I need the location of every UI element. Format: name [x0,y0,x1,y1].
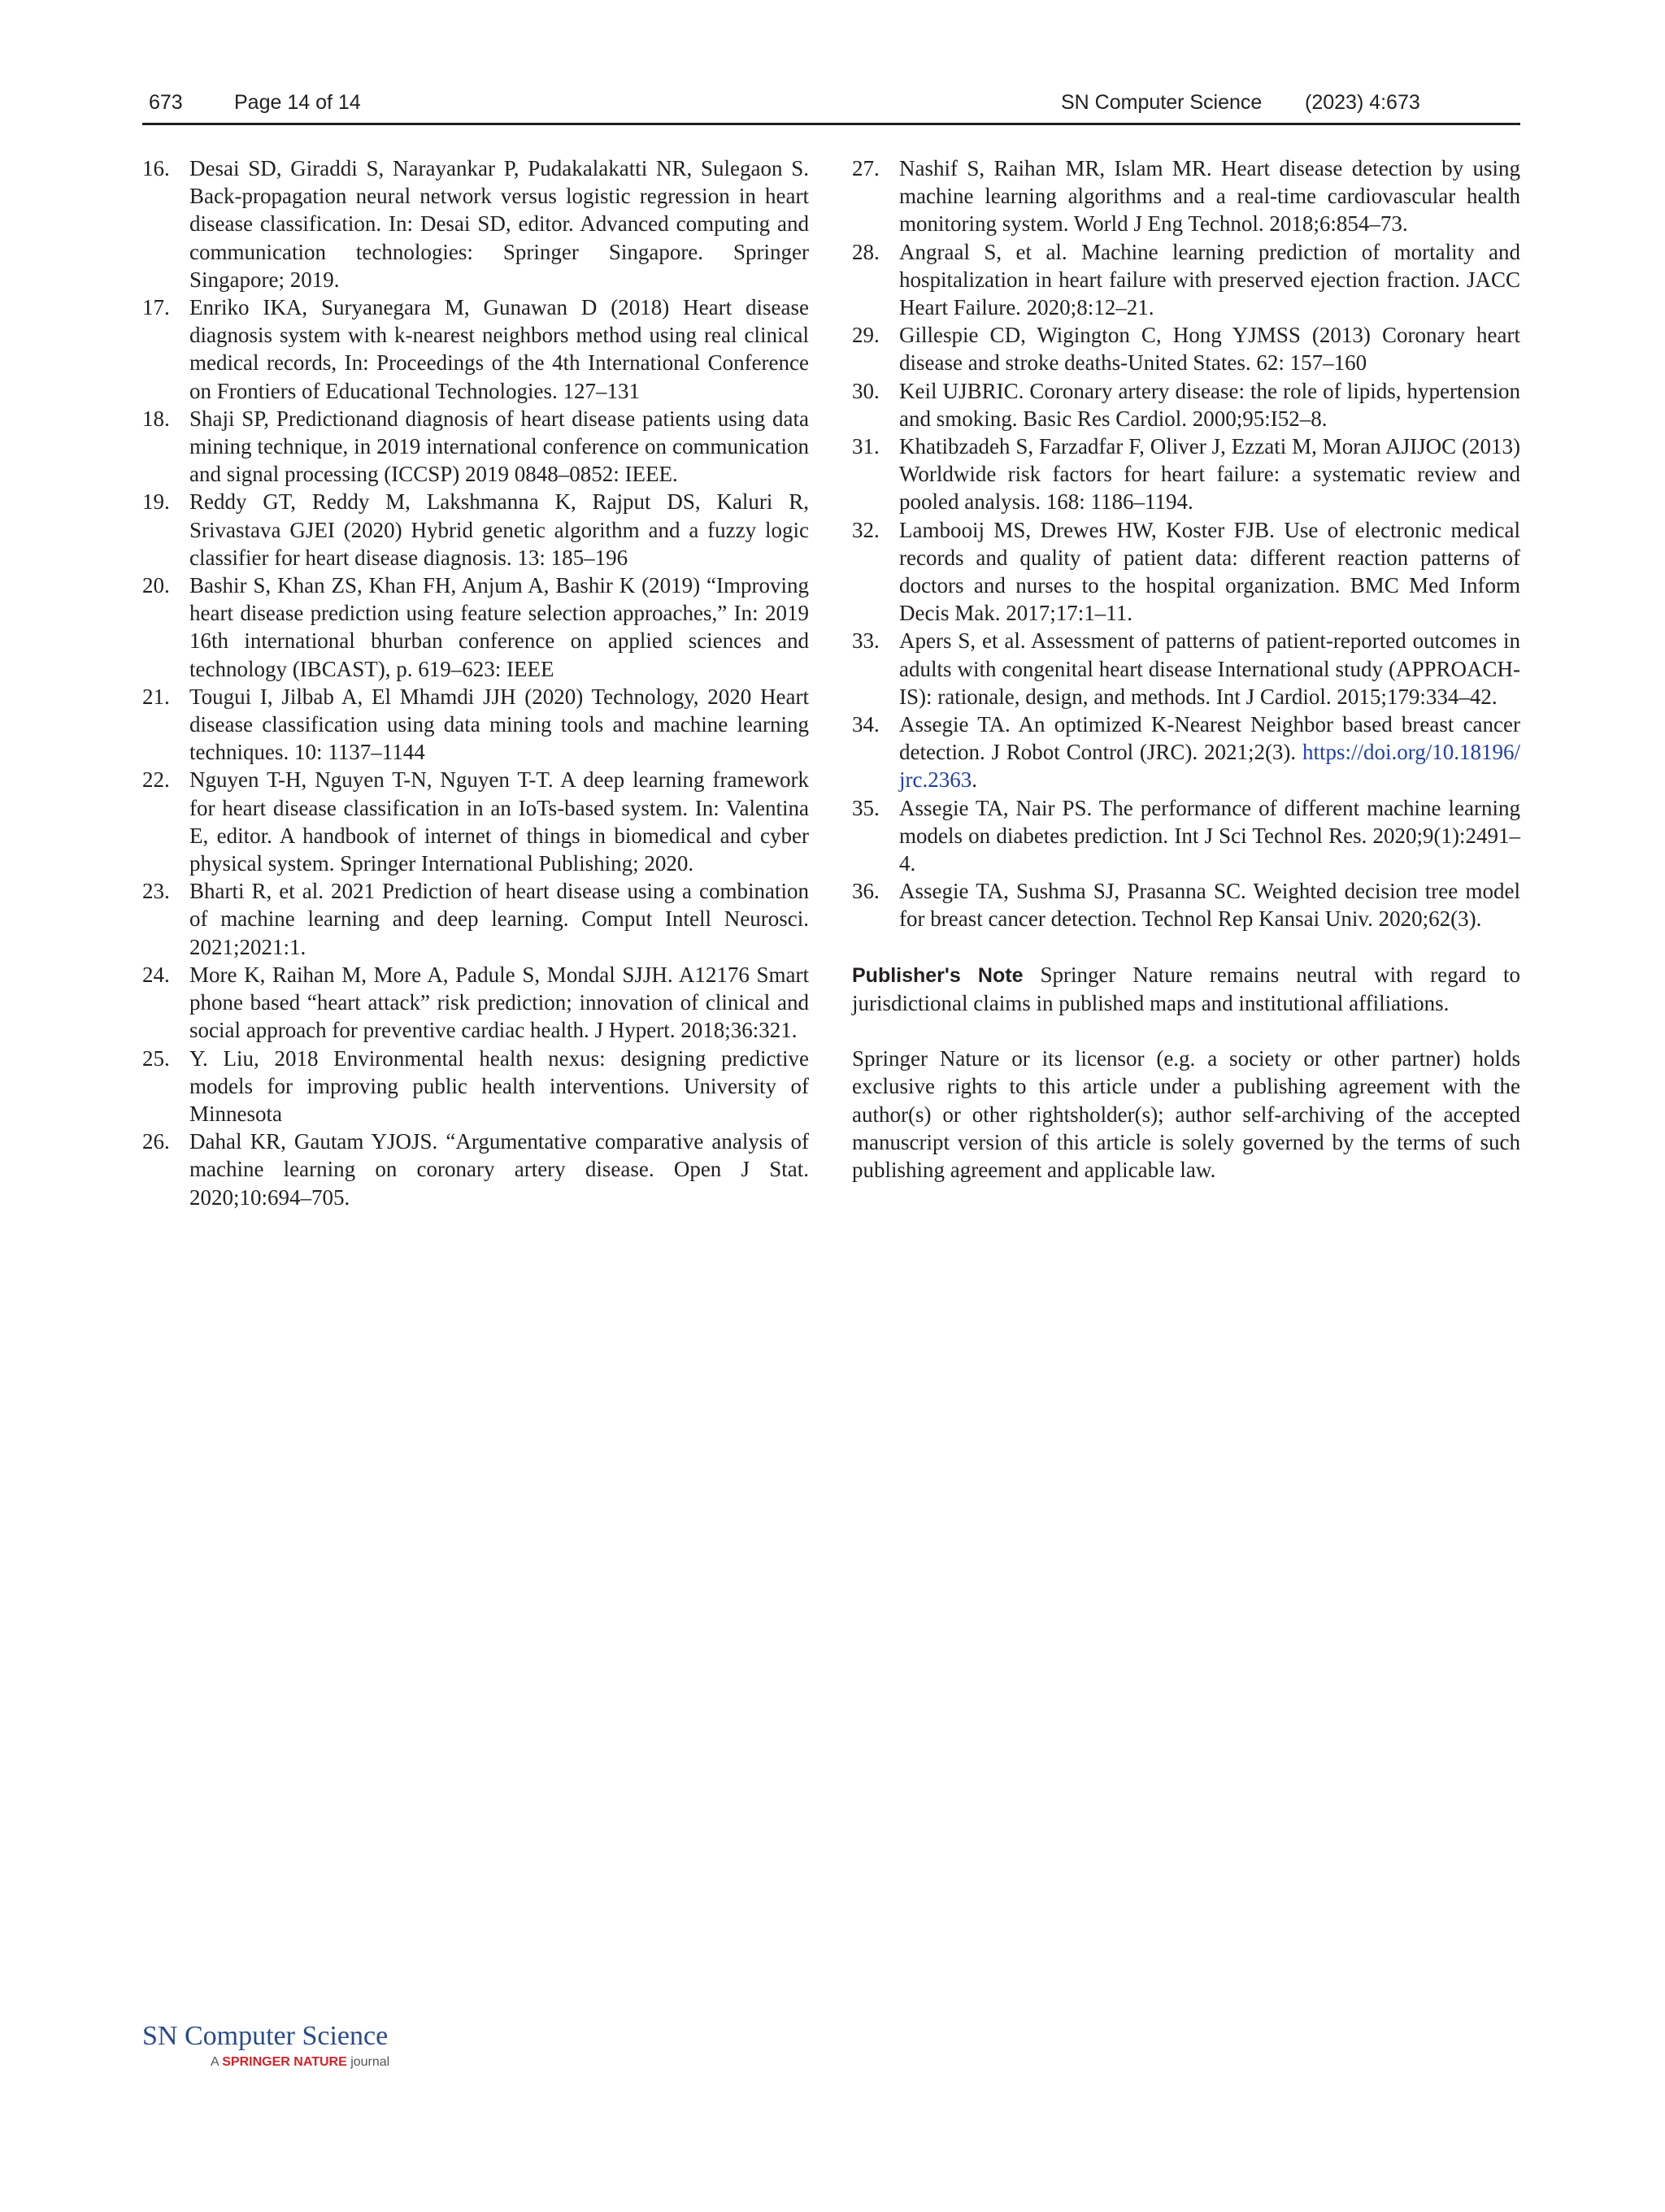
reference-number: 34. [852,712,880,737]
reference-number: 23. [142,879,170,904]
reference-item [142,1045,809,1128]
reference-item [852,711,1520,794]
reference-number: 33. [852,628,880,654]
reference-number: 26. [142,1129,170,1154]
references-right-list [852,154,1520,933]
reference-text: Apers S, et al. Assessment of patterns of patient-reported outcomes in adults with congenital heart disease International study (APPROACH-IS): rationale, design, and methods. Int J Cardiol. 2015;179:334–42. [899,628,1520,709]
article-number: 673 [149,91,183,114]
reference-number: 18. [142,406,170,431]
reference-number: 16. [142,156,170,180]
reference-doi-link[interactable]: https://doi.org/10.18196/jrc.2363 [899,740,1520,793]
reference-text: Reddy GT, Reddy M, Lakshmanna K, Rajput DS, Kaluri R, Srivastava GJEI (2020) Hybrid genetic algorithm and a fuzzy logic classifier for heart disease diagnosis. 13: 185–196 [189,489,809,570]
reference-text: Desai SD, Giraddi S, Narayankar P, Pudakalakatti NR, Sulegaon S. Back-propagation neural network versus logistic regression in heart disease classification. In: Desai SD, editor. Advanced computing and communication technologies: Springer Singapore. Springer Singapore; 2019. [189,156,809,292]
journal-footer-logo [142,2021,389,2070]
reference-item [142,405,809,489]
reference-text: Assegie TA, Nair PS. The performance of different machine learning models on diabetes prediction. Int J Sci Technol Res. 2020;9(1):2491–4. [899,795,1520,876]
reference-text: Nashif S, Raihan MR, Islam MR. Heart disease detection by using machine learning algorithms and a real-time cardiovascular health monitoring system. World J Eng Technol. 2018;6:854–73. [899,156,1520,237]
reference-text: Nguyen T-H, Nguyen T-N, Nguyen T-T. A deep learning framework for heart disease classification in an IoTs-based system. In: Valentina E, editor. A handbook of internet of things in biomedical and cyber physical system. Springer International Publishing; 2020. [189,767,809,876]
reference-number: 22. [142,767,170,793]
reference-number: 17. [142,295,170,320]
reference-text: Lambooij MS, Drewes HW, Koster FJB. Use of electronic medical records and quality of patient data: different reaction patterns of doctors and nurses to the hospital organization. BMC Med Inform Decis Mak. 2017;17:1–11. [899,517,1520,626]
reference-text: Enriko IKA, Suryanegara M, Gunawan D (2018) Heart disease diagnosis system with k-nearest neighbors method using real clinical medical records, In: Proceedings of the 4th International Conference on Frontiers of Educational Technologies. 127–131 [189,295,809,403]
reference-item [142,877,809,961]
reference-number: 20. [142,573,170,598]
reference-number: 30. [852,378,880,403]
reference-item [142,154,809,293]
reference-text: More K, Raihan M, More A, Padule S, Mondal SJJH. A12176 Smart phone based “heart attack” risk prediction; innovation of clinical and social approach for preventive cardiac health. J Hypert. 2018;36:321. [189,962,809,1043]
reference-item [142,961,809,1045]
reference-number: 28. [852,239,880,264]
reference-item [142,766,809,877]
reference-text: Gillespie CD, Wigington C, Hong YJMSS (2013) Coronary heart disease and stroke deaths-United States. 62: 157–160 [899,323,1520,376]
reference-item [852,377,1520,432]
journal-name: SN Computer Science [1061,91,1263,114]
publishers-note-text: Springer Nature remains neutral with regard to jurisdictional claims in published maps and institutional affiliations. [852,962,1521,1015]
reference-text: Y. Liu, 2018 Environmental health nexus: designing predictive models for improving public health interventions. University of Minnesota [189,1045,809,1126]
reference-number: 24. [142,962,170,987]
reference-text: Khatibzadeh S, Farzadfar F, Oliver J, Ezzati M, Moran AJIJOC (2013) Worldwide risk factors for heart failure: a systematic review and pooled analysis. 168: 1186–1194. [899,434,1520,515]
citation: (2023) 4:673 [1305,91,1420,114]
reference-text: Assegie TA. An optimized K-Nearest Neighbor based breast cancer detection. J Robot Control (JRC). 2021;2(3). [899,712,1520,765]
reference-text: Bharti R, et al. 2021 Prediction of heart disease using a combination of machine learning and deep learning. Comput Intell Neurosci. 2021;2021:1. [189,879,809,959]
reference-text: Dahal KR, Gautam YJOJS. “Argumentative comparative analysis of machine learning on coronary artery disease. Open J Stat. 2020;10:694–705. [189,1129,809,1210]
reference-number: 35. [852,795,880,820]
publishers-note [852,961,1520,1017]
reference-number: 31. [852,434,880,459]
reference-item [142,571,809,683]
reference-number: 25. [142,1045,170,1071]
header-rule [142,123,1520,125]
reference-item [852,238,1520,322]
reference-text: Assegie TA, Sushma SJ, Prasanna SC. Weighted decision tree model for breast cancer detection. Technol Rep Kansai Univ. 2020;62(3). [899,879,1520,932]
reference-item [142,488,809,571]
reference-item [852,321,1520,376]
reference-item [142,293,809,405]
references-right-column [852,154,1520,1184]
reference-number: 29. [852,323,880,348]
footer-tag-prefix: A [211,2055,219,2069]
reference-number: 19. [142,489,170,515]
page-indicator: Page 14 of 14 [234,91,361,114]
footer-publisher-tag [211,2055,389,2070]
publishers-note-label: Publisher's Note [852,963,1024,987]
footer-journal-name: SN Computer Science [142,2021,389,2051]
reference-item [852,877,1520,932]
footer-tag-brand: SPRINGER NATURE [222,2055,347,2069]
reference-item [852,154,1520,238]
reference-item [852,627,1520,711]
reference-item [852,516,1520,628]
reference-number: 27. [852,156,880,180]
reference-item [142,1128,809,1211]
reference-number: 32. [852,517,880,542]
reference-text: Keil UJBRIC. Coronary artery disease: the role of lipids, hypertension and smoking. Basic Res Cardiol. 2000;95:I52–8. [899,378,1520,431]
reference-item [852,432,1520,516]
reference-trailing: . [972,767,977,793]
reference-item [142,683,809,767]
reference-text: Shaji SP, Predictionand diagnosis of heart disease patients using data mining technique, in 2019 international conference on communication and signal processing (ICCSP) 2019 0848–0852: IEEE. [189,406,809,487]
rights-note: Springer Nature or its licensor (e.g. a society or other partner) holds exclusive rights to this article under a publishing agreement with the author(s) or other rightsholder(s); author self-archiving of the accepted manuscript version of this article is solely governed by the terms of such publishing agreement and applicable law. [852,1046,1520,1182]
reference-number: 21. [142,684,170,709]
references-left-column [142,154,809,1211]
reference-text: Tougui I, Jilbab A, El Mhamdi JJH (2020) Technology, 2020 Heart disease classification using data mining tools and machine learning techniques. 10: 1137–1144 [189,684,809,765]
running-header [142,88,1520,120]
reference-number: 36. [852,879,880,904]
reference-text: Bashir S, Khan ZS, Khan FH, Anjum A, Bashir K (2019) “Improving heart disease prediction using feature selection approaches,” In: 2019 16th international bhurban conference on applied sciences and technology (IBCAST), p. 619–623: IEEE [189,573,809,681]
reference-text: Angraal S, et al. Machine learning prediction of mortality and hospitalization in heart failure with preserved ejection fraction. JACC Heart Failure. 2020;8:12–21. [899,239,1520,320]
reference-item [852,794,1520,878]
footer-tag-suffix: journal [350,2055,390,2069]
